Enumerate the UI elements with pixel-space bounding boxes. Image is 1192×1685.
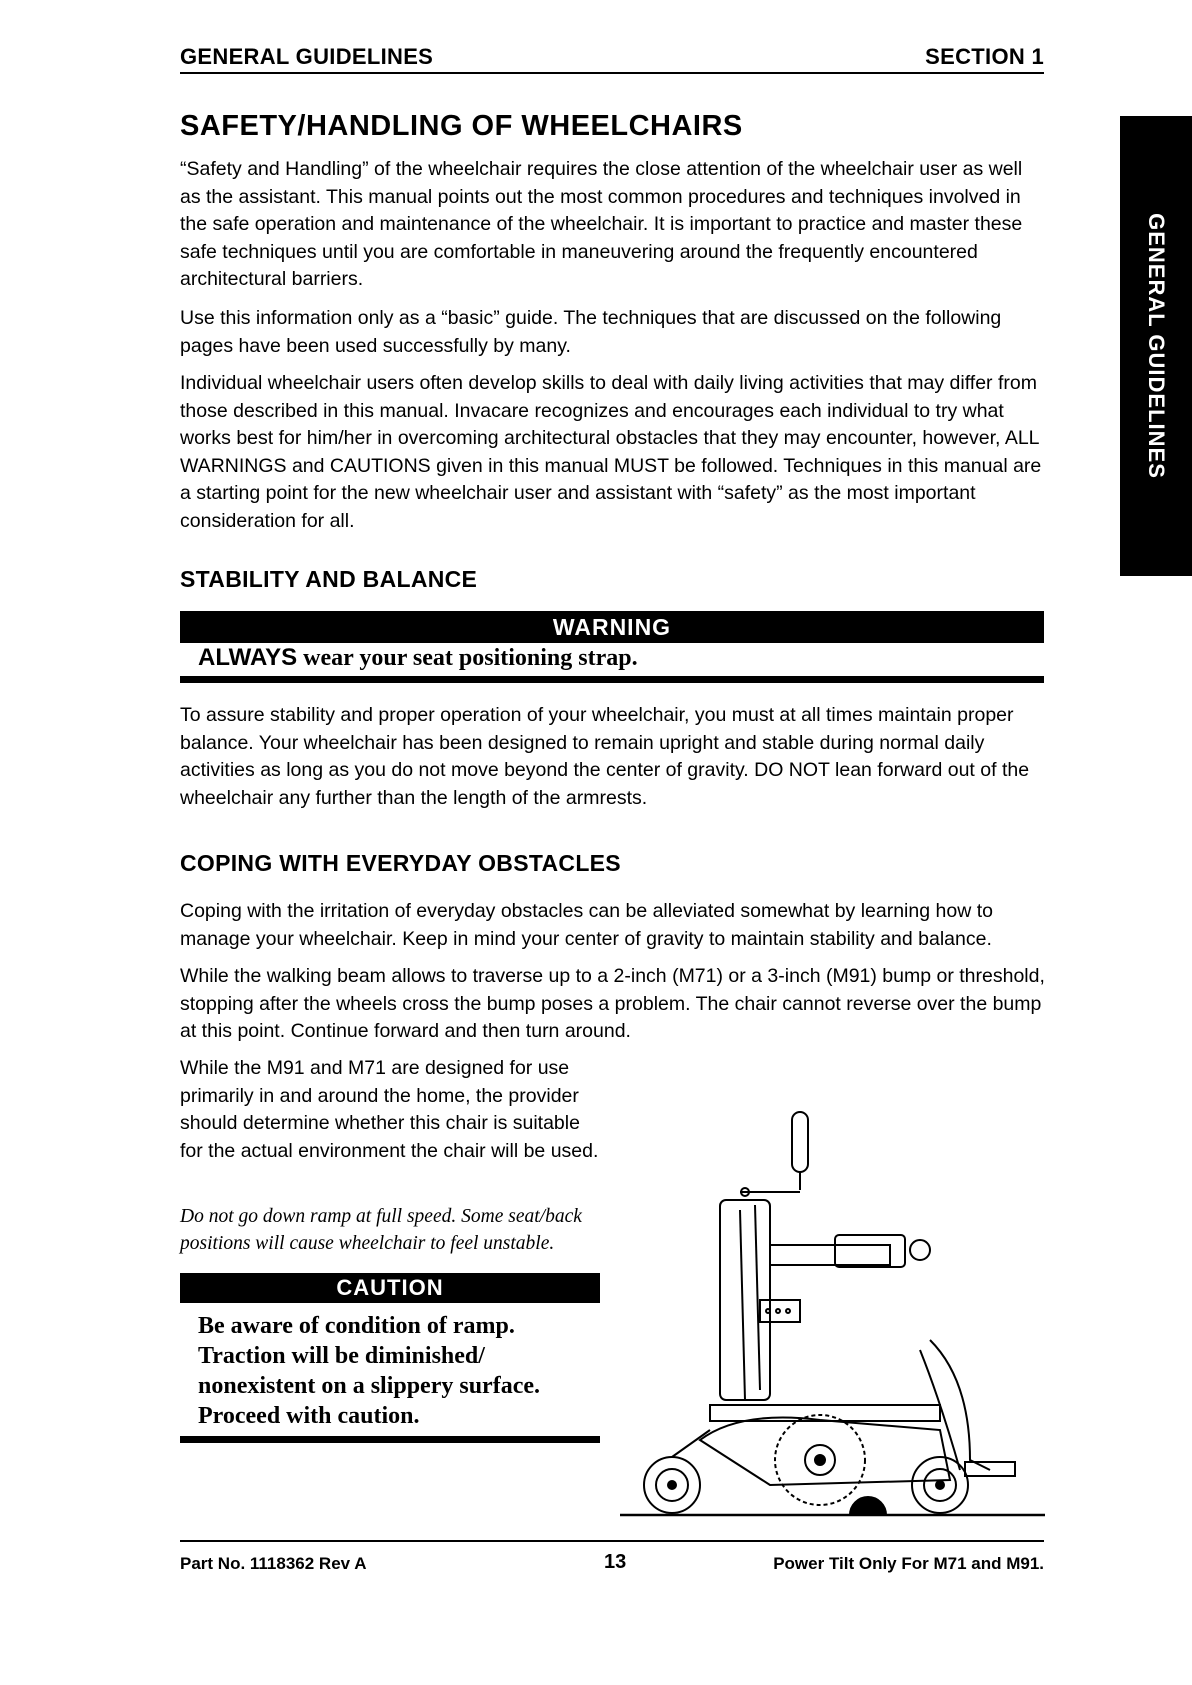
warning-message xyxy=(198,644,638,672)
page-footer xyxy=(180,1540,1044,1576)
coping-paragraph-1: Coping with the irritation of everyday obstacles can be alleviated somewhat by learning how to manage your wheelchair. Keep in mind your center of gravity to maintain stability and balance. xyxy=(180,900,993,950)
warning-banner xyxy=(180,611,1044,643)
coping-heading: COPING WITH EVERYDAY OBSTACLES xyxy=(180,850,621,876)
header-right: SECTION 1 xyxy=(925,44,1044,69)
armrest-icon xyxy=(770,1245,890,1265)
intro-paragraph-1: “Safety and Handling” of the wheelchair requires the close attention of the wheelchair user as well as the assistant. This manual points out the most common procedures and techniques involved in the safe operation and maintenance of the wheelchair. It is important to practice and master these safe techniques until you are comfortable in maneuvering around the frequently encountered architectural barriers. xyxy=(180,158,1023,290)
page-number: 13 xyxy=(604,1551,627,1573)
caution-banner xyxy=(180,1273,600,1303)
warning-emphasis: ALWAYS xyxy=(198,644,298,671)
footer-part-number: Part No. 1118362 Rev A xyxy=(180,1554,367,1573)
headrest-icon xyxy=(792,1112,808,1172)
joystick-icon xyxy=(910,1240,930,1260)
coping-paragraph-2: While the walking beam allows to traverse up to a 2-inch (M71) or a 3-inch (M91) bump or threshold, stopping after the wheels cross the bump poses a problem. The chair cannot reverse over the bump at this point. Continue forward and then turn around. xyxy=(180,965,1045,1042)
caution-message: Be aware of condition of ramp. Traction will be diminished/ nonexistent on a slippery surface. Proceed with caution. xyxy=(198,1313,540,1429)
intro-paragraph-3: Individual wheelchair users often develop skills to deal with daily living activities that may differ from those described in this manual. Invacare recognizes and encourages each individual to try what works best for him/her in overcoming architectural obstacles that they may encounter, however, ALL WARNINGS and CAUTIONS given in this manual MUST be followed. Techniques in this manual are a starting point for the new wheelchair user and assistant with “safety” as the most important consideration for all. xyxy=(180,372,1042,532)
bump-icon xyxy=(850,1497,886,1515)
backrest-icon xyxy=(740,1210,745,1400)
warning-text: wear your seat positioning strap. xyxy=(297,645,638,671)
wheelchair-illustration xyxy=(620,1100,1050,1520)
warning-rule xyxy=(180,676,1044,683)
stability-body: To assure stability and proper operation of your wheelchair, you must at all times maintain proper balance. Your wheelchair has been designed to remain upright and stable during normal daily activities as long as you do not move beyond the center of gravity. DO NOT lean forward out of the wheelchair any further than the length of the armrests. xyxy=(180,704,1030,809)
caution-rule xyxy=(180,1436,600,1443)
side-tab xyxy=(1120,116,1192,576)
coping-paragraph-3: While the M91 and M71 are designed for use primarily in and around the home, the provider should determine whether this chair is suitable for the actual environment the chair will be used. xyxy=(180,1057,599,1162)
header-left: GENERAL GUIDELINES xyxy=(180,44,434,69)
footer-model: Power Tilt Only For M71 and M91. xyxy=(773,1554,1044,1573)
ramp-note: Do not go down ramp at full speed. Some seat/back positions will cause wheelchair to feel unstable. xyxy=(180,1206,582,1254)
intro-paragraph-2: Use this information only as a “basic” guide. The techniques that are discussed on the following pages have been used successfully by many. xyxy=(180,307,1002,357)
warning-label: WARNING xyxy=(552,614,672,640)
page-header xyxy=(180,44,1044,74)
stability-heading: STABILITY AND BALANCE xyxy=(180,566,478,592)
side-tab-label: GENERAL GUIDELINES xyxy=(1144,213,1169,479)
page-title: SAFETY/HANDLING OF WHEELCHAIRS xyxy=(180,110,743,142)
caution-label: CAUTION xyxy=(336,1275,444,1300)
seat-icon xyxy=(710,1405,940,1421)
